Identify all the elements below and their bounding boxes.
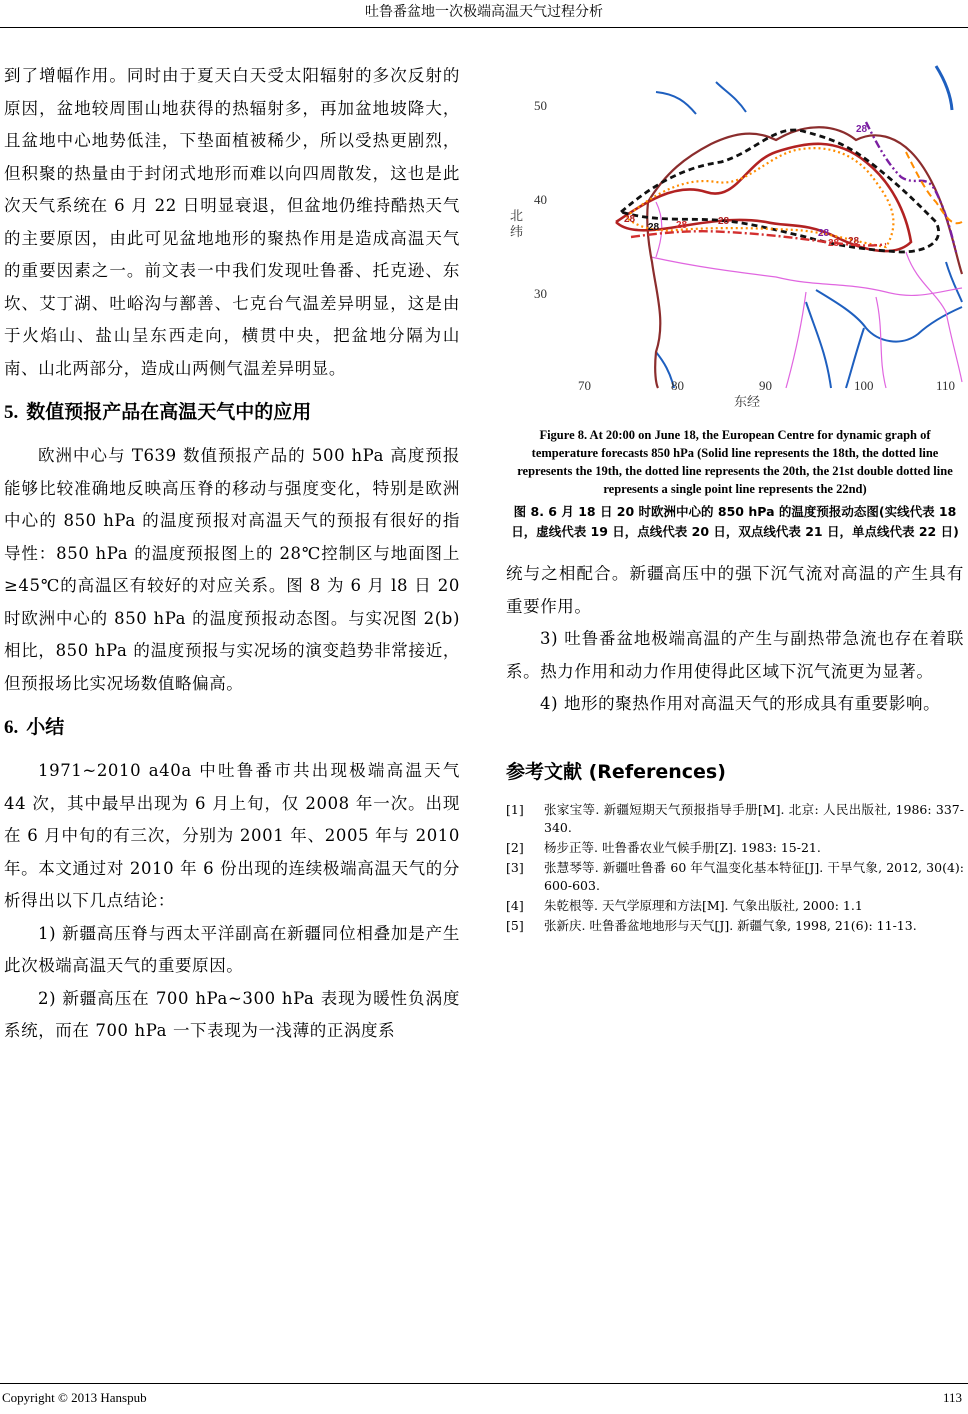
contour-label: 28 [676, 220, 688, 231]
paragraph-summary: 1971~2010 a40a 中吐鲁番市共出现极端高温天气 44 次，其中最早出现为 6 月上旬，仅 2008 年一次。出现在 6 月中旬的有三次，分别为 2001 年、2005 年与 2010 年。本文通过对 2010 年 6 份出现的连续极端高温天气的分析得出以下几点结论： [4, 761, 460, 910]
y-tick: 50 [534, 98, 547, 113]
reference-item: [3] 张慧琴等. 新疆吐鲁番 60 年气温变化基本特征[J]. 干旱气象, 2012, 30(4): 600-603. [506, 859, 964, 893]
contour-label: 28 [818, 228, 830, 239]
section-6-heading [4, 710, 460, 745]
x-tick: 110 [936, 378, 956, 393]
x-tick: 100 [854, 378, 874, 393]
reference-item: [1] 张家宝等. 新疆短期天气预报指导手册[M]. 北京: 人民出版社, 1986: 337-340. [506, 801, 964, 835]
reference-item: [5] 张新庆. 吐鲁番盆地地形与天气[J]. 新疆气象, 1998, 21(6): 11-13. [506, 917, 917, 933]
figure-caption-en: Figure 8. At 20:00 on June 18, the European Centre for dynamic graph of temperature forecasts 850 hPa (Solid line represents the 18th, the dotted line represents the 19th, the dotted line represents the 20th, the 21st double dotted line represents a single point line represents the 22nd) [517, 428, 953, 496]
section-5-title: 数值预报产品在高温天气中的应用 [26, 401, 312, 423]
paragraph-continuation: 到了增幅作用。同时由于夏天白天受太阳辐射的多次反射的原因，盆地较周围山地获得的热辐射多，再加盆地坡降大，且盆地中心地势低洼，下垫面植被稀少，所以受热更剧烈，但积聚的热量由于封闭式地形而难以向四周散发，这也是此次天气系统在 6 月 22 日明显衰退，但盆地仍维持酷热天气的主要原因，由此可见盆地地形的聚热作用是造成高温天气的重要因素之一。前文表一中我们发现吐鲁番、托克逊、东坎、艾丁湖、吐峪沟与鄯善、七克台气温差异明显，这是由于火焰山、盐山呈东西走向，横贯中央，把盆地分隔为山南、山北两部分，造成山两侧气温差异明显。 [4, 66, 460, 378]
y-tick: 30 [534, 286, 547, 301]
y-axis-label: 北 [510, 209, 524, 224]
conclusion-4: 4) 地形的聚热作用对高温天气的形成具有重要影响。 [540, 694, 941, 713]
contour-label: 28 [718, 216, 730, 227]
footer-rule [0, 1383, 968, 1384]
paragraph-continuation-right: 统与之相配合。新疆高压中的强下沉气流对高温的产生具有重要作用。 [506, 564, 964, 616]
x-tick: 80 [671, 378, 684, 393]
footer-page-number: 113 [942, 1390, 962, 1405]
contour-label: 28 [828, 238, 840, 249]
contour-label: 28 [648, 222, 660, 233]
section-5-number: 5. [4, 402, 19, 423]
reference-item: [2] 杨步正等. 吐鲁番农业气候手册[Z]. 1983: 15-21. [506, 839, 821, 855]
y-tick: 40 [534, 192, 547, 207]
conclusion-3: 3) 吐鲁番盆地极端高温的产生与副热带急流也存在着联系。热力作用和动力作用使得此区域下沉气流更为显著。 [506, 629, 964, 681]
contour-label: 28 [856, 124, 868, 135]
section-6-number: 6. [4, 717, 19, 738]
figure-8 [506, 52, 964, 412]
contour-label: 28 [624, 214, 636, 225]
header-rule [0, 27, 968, 28]
reference-item: [4] 朱乾根等. 天气学原理和方法[M]. 气象出版社, 2000: 1.1 [506, 897, 863, 913]
conclusion-2: 2) 新疆高压在 700 hPa~300 hPa 表现为暖性负涡度系统，而在 700 hPa 一下表现为一浅薄的正涡度系 [4, 988, 460, 1040]
running-header: 吐鲁番盆地一次极端高温天气过程分析 [365, 4, 603, 20]
x-tick: 90 [759, 378, 772, 393]
footer-copyright: Copyright © 2013 Hanspub [2, 1390, 147, 1405]
references-heading: 参考文献 (References) [506, 760, 726, 783]
section-6-title: 小结 [26, 716, 65, 738]
contour-label: 28 [848, 236, 860, 247]
temperature-forecast-map [506, 52, 964, 412]
figure-caption-zh: 图 8. 6 月 18 日 20 时欧洲中心的 850 hPa 的温度预报动态图(实线代表 18 日，虚线代表 19 日，点线代表 20 日，双点线代表 21 日，单点线代表 22 日) [511, 504, 959, 539]
conclusion-1: 1) 新疆高压脊与西太平洋副高在新疆同位相叠加是产生此次极端高温天气的重要原因。 [4, 923, 460, 975]
y-axis-label: 纬 [510, 225, 524, 240]
x-axis-label: 东经 [734, 395, 761, 410]
right-column [506, 52, 964, 937]
section-5-heading [4, 395, 460, 430]
left-column [4, 60, 460, 1048]
reference-list [506, 801, 964, 935]
x-tick: 70 [578, 378, 591, 393]
paragraph-numerical-forecast: 欧洲中心与 T639 数值预报产品的 500 hPa 高度预报能够比较准确地反映高压脊的移动与强度变化，特别是欧洲中心的 850 hPa 的温度预报对高温天气的预报有很好的指导性：850 hPa 的温度预报图上的 28℃控制区与地面图上≥45℃的高温区有较好的对应关系。图 8 为 6 月 l8 日 20 时欧洲中心的 850 hPa 的温度预报动态图。与实况图 2(b)相比，850 hPa 的温度预报与实况场的演变趋势非常接近，但预报场比实况场数值略偏高。 [4, 446, 460, 693]
